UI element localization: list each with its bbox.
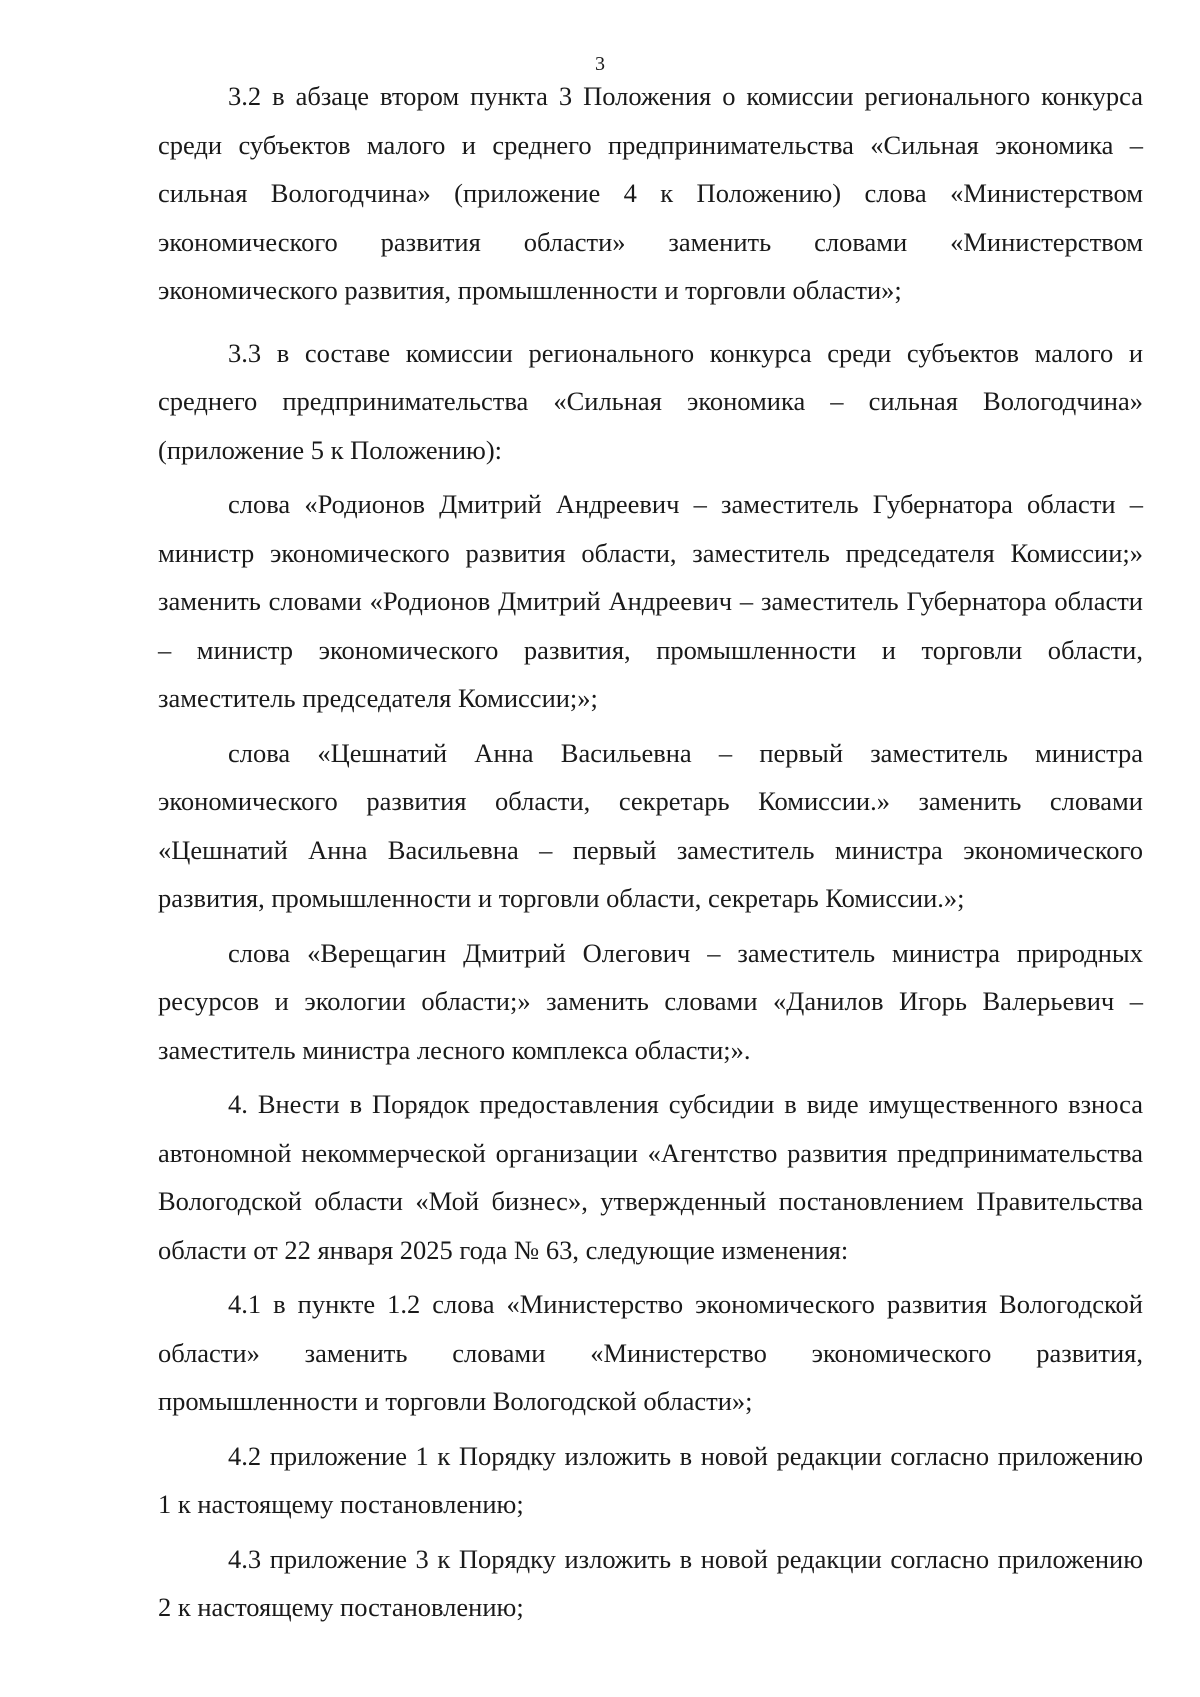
paragraph-3-2: 3.2 в абзаце втором пункта 3 Положения о комиссии регионального конкурса среди субъектов малого и среднего предпринимательства «Сильная экономика – сильная Вологодчина» (приложение 4 к Положению) слова «Министерством экономического развития области» заменить словами «Министерством экономического развития, промышленности и торговли области»; — [158, 81, 1143, 305]
page-number: 3 — [595, 53, 605, 75]
paragraph-tseshnatiy: слова «Цешнатий Анна Васильевна – первый заместитель министра экономического развития области, секретарь Комиссии.» заменить словами «Цешнатий Анна Васильевна – первый заместитель министра экономического развития, промышленности и торговли области, секретарь Комиссии.»; — [158, 737, 1143, 913]
paragraph-vereshchagin: слова «Верещагин Дмитрий Олегович – заместитель министра природных ресурсов и экологии области;» заменить словами «Данилов Игорь Валерьевич – заместитель министра лесного комплекса области;». — [158, 937, 1143, 1065]
paragraph-rodionov: слова «Родионов Дмитрий Андреевич – заместитель Губернатора области – министр экономического развития области, заместитель председателя Комиссии;» заменить словами «Родионов Дмитрий Андреевич – заместитель Губернатора области – министр экономического развития, промышленности и торговли области, заместитель председателя Комиссии;»; — [158, 489, 1143, 713]
paragraph-3-3: 3.3 в составе комиссии регионального конкурса среди субъектов малого и среднего предпринимательства «Сильная экономика – сильная Вологодчина» (приложение 5 к Положению): — [158, 337, 1143, 465]
paragraph-4-2: 4.2 приложение 1 к Порядку изложить в новой редакции согласно приложению 1 к настоящему постановлению; — [158, 1440, 1143, 1519]
paragraph-4: 4. Внести в Порядок предоставления субсидии в виде имущественного взноса автономной некоммерческой организации «Агентство развития предпринимательства Вологодской области «Мой бизнес», утвержденный постановлением Правительства области от 22 января 2025 года № 63, следующие изменения: — [158, 1089, 1143, 1265]
paragraph-4-3: 4.3 приложение 3 к Порядку изложить в новой редакции согласно приложению 2 к настоящему постановлению; — [158, 1543, 1143, 1622]
paragraph-4-1: 4.1 в пункте 1.2 слова «Министерство экономического развития Вологодской области» заменить словами «Министерство экономического развития, промышленности и торговли Вологодской области»; — [158, 1289, 1143, 1416]
document-body — [158, 72, 1143, 1638]
